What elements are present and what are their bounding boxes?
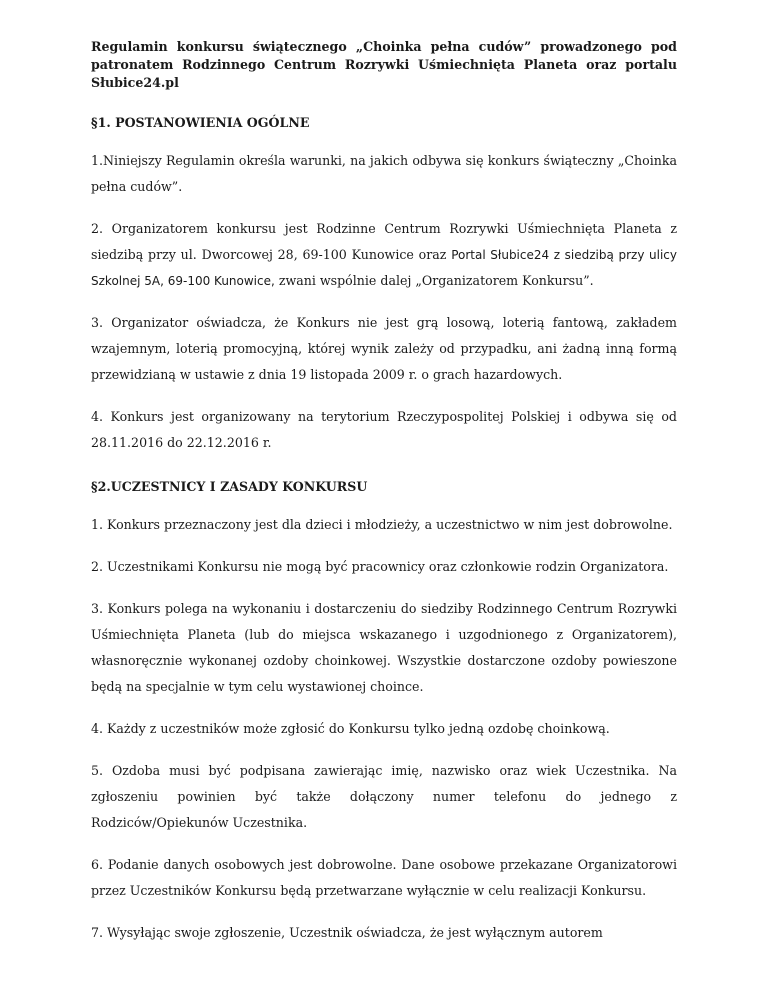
section-2-paragraph-5: 5. Ozdoba musi być podpisana zawierając imię, nazwisko oraz wiek Uczestnika. Na zgłoszeniu powinien być także dołączony numer telefonu do jednego z Rodziców/Opiekunów Uczestnika.	[91, 763, 677, 830]
paragraph-2-text-a: 2. Organizatorem konkursu jest Rodzinne Centrum Rozrywki Uśmiechnięta Planeta z siedzibą przy ul. Dworcowej 28, 69-100 Kunowice oraz	[91, 221, 677, 262]
section-1-paragraph-2	[91, 216, 677, 294]
section-1-paragraph-3: 3. Organizator oświadcza, że Konkurs nie jest grą losową, loterią fantową, zakładem wzajemnym, loterią promocyjną, której wynik zależy od przypadku, ani żadną inną formą przewidzianą w ustawie z dnia 19 listopada 2009 r. o grach hazardowych.	[91, 315, 677, 382]
document-title: Regulamin konkursu świątecznego „Choinka pełna cudów” prowadzonego pod patronatem Rodzinnego Centrum Rozrywki Uśmiechnięta Planeta oraz portalu Słubice24.pl	[91, 39, 677, 90]
paragraph-2-portal-address: Portal Słubice24 z siedzibą przy ulicy Szkolnej 5A, 69-100 Kunowice,	[91, 248, 677, 288]
section-1-paragraph-4: 4. Konkurs jest organizowany na terytorium Rzeczypospolitej Polskiej i odbywa się od 28.11.2016 do 22.12.2016 r.	[91, 409, 677, 450]
section-1-heading: §1. POSTANOWIENIA OGÓLNE	[91, 115, 310, 130]
section-2-paragraph-1: 1. Konkurs przeznaczony jest dla dzieci i młodzieży, a uczestnictwo w nim jest dobrowolne.	[91, 517, 673, 532]
section-1-paragraph-1: 1.Niniejszy Regulamin określa warunki, na jakich odbywa się konkurs świąteczny „Choinka pełna cudów”.	[91, 153, 677, 194]
section-2-heading: §2.UCZESTNICY I ZASADY KONKURSU	[91, 479, 368, 494]
section-2-paragraph-4: 4. Każdy z uczestników może zgłosić do Konkursu tylko jedną ozdobę choinkową.	[91, 721, 610, 736]
paragraph-2-text-c: zwani wspólnie dalej „Organizatorem Konkursu”.	[274, 273, 594, 288]
section-2-paragraph-6: 6. Podanie danych osobowych jest dobrowolne. Dane osobowe przekazane Organizatorowi przez Uczestników Konkursu będą przetwarzane wyłącznie w celu realizacji Konkursu.	[91, 857, 677, 898]
section-2-paragraph-2: 2. Uczestnikami Konkursu nie mogą być pracownicy oraz członkowie rodzin Organizatora.	[91, 559, 669, 574]
section-2-paragraph-7: 7. Wysyłając swoje zgłoszenie, Uczestnik oświadcza, że jest wyłącznym autorem	[91, 925, 603, 940]
section-2-paragraph-3: 3. Konkurs polega na wykonaniu i dostarczeniu do siedziby Rodzinnego Centrum Rozrywki Uśmiechnięta Planeta (lub do miejsca wskazanego i uzgodnionego z Organizatorem), własnoręcznie wykonanej ozdoby choinkowej. Wszystkie dostarczone ozdoby powieszone będą na specjalnie w tym celu wystawionej choince.	[91, 601, 677, 694]
document-page	[91, 0, 677, 946]
